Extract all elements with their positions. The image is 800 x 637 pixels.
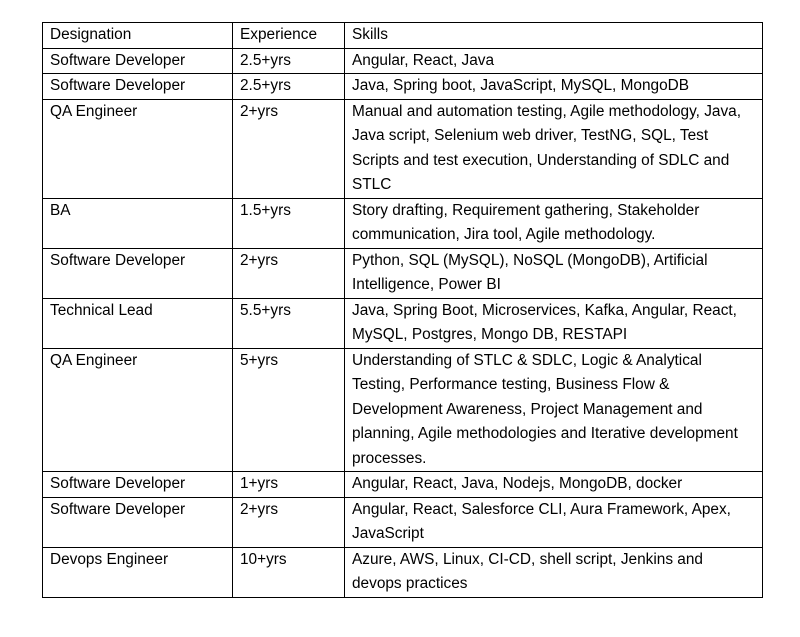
cell-designation: Software Developer	[43, 472, 233, 498]
cell-designation: QA Engineer	[43, 99, 233, 198]
skills-table	[42, 22, 763, 598]
table-row	[43, 472, 763, 498]
header-designation: Designation	[43, 23, 233, 49]
header-experience: Experience	[233, 23, 345, 49]
table-row	[43, 74, 763, 100]
cell-designation: Software Developer	[43, 48, 233, 74]
cell-experience: 2.5+yrs	[233, 74, 345, 100]
table-row	[43, 348, 763, 472]
cell-skills: Manual and automation testing, Agile methodology, Java, Java script, Selenium web driver, TestNG, SQL, Test Scripts and test execution, Understanding of SDLC and STLC	[345, 99, 763, 198]
cell-skills: Azure, AWS, Linux, CI-CD, shell script, Jenkins and devops practices	[345, 547, 763, 597]
cell-experience: 5.5+yrs	[233, 298, 345, 348]
cell-experience: 2+yrs	[233, 248, 345, 298]
cell-experience: 5+yrs	[233, 348, 345, 472]
cell-skills: Angular, React, Java	[345, 48, 763, 74]
table-row	[43, 198, 763, 248]
header-skills: Skills	[345, 23, 763, 49]
cell-skills: Understanding of STLC & SDLC, Logic & Analytical Testing, Performance testing, Business Flow & Development Awareness, Project Management and planning, Agile methodologies and Iterative development processes.	[345, 348, 763, 472]
cell-skills: Java, Spring boot, JavaScript, MySQL, MongoDB	[345, 74, 763, 100]
cell-experience: 2.5+yrs	[233, 48, 345, 74]
cell-skills: Angular, React, Salesforce CLI, Aura Framework, Apex, JavaScript	[345, 497, 763, 547]
cell-experience: 2+yrs	[233, 99, 345, 198]
cell-skills: Java, Spring Boot, Microservices, Kafka, Angular, React, MySQL, Postgres, Mongo DB, RESTAPI	[345, 298, 763, 348]
table-row	[43, 547, 763, 597]
cell-skills: Python, SQL (MySQL), NoSQL (MongoDB), Artificial Intelligence, Power BI	[345, 248, 763, 298]
cell-designation: Software Developer	[43, 74, 233, 100]
table-row	[43, 497, 763, 547]
cell-experience: 1.5+yrs	[233, 198, 345, 248]
cell-designation: Technical Lead	[43, 298, 233, 348]
cell-skills: Angular, React, Java, Nodejs, MongoDB, docker	[345, 472, 763, 498]
cell-experience: 1+yrs	[233, 472, 345, 498]
table-row	[43, 48, 763, 74]
table-row	[43, 248, 763, 298]
header-row	[43, 23, 763, 49]
cell-experience: 2+yrs	[233, 497, 345, 547]
cell-designation: Software Developer	[43, 497, 233, 547]
cell-designation: Software Developer	[43, 248, 233, 298]
cell-skills: Story drafting, Requirement gathering, Stakeholder communication, Jira tool, Agile methodology.	[345, 198, 763, 248]
cell-experience: 10+yrs	[233, 547, 345, 597]
table-row	[43, 298, 763, 348]
cell-designation: BA	[43, 198, 233, 248]
cell-designation: Devops Engineer	[43, 547, 233, 597]
table-row	[43, 99, 763, 198]
cell-designation: QA Engineer	[43, 348, 233, 472]
